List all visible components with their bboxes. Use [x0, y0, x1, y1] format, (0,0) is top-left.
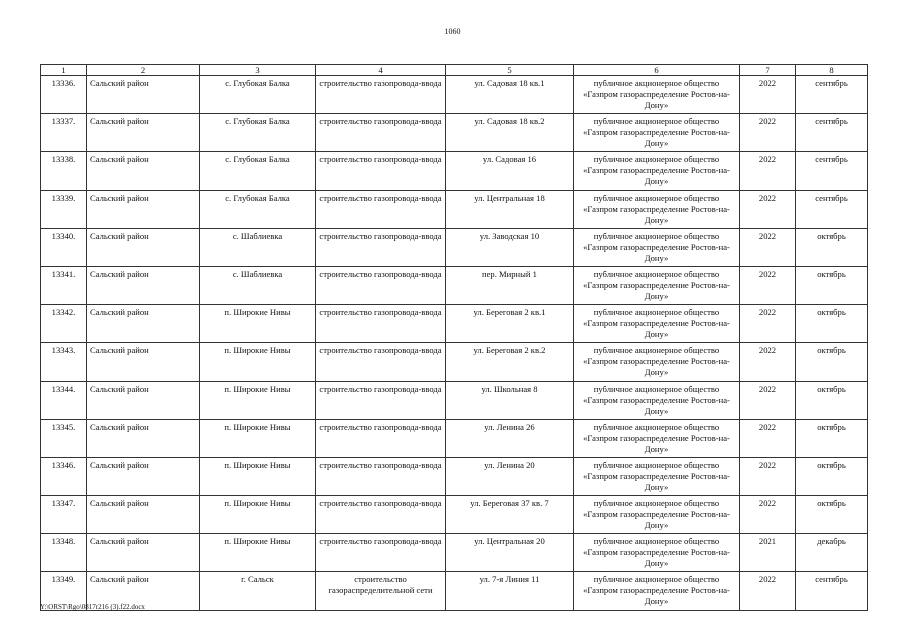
address-cell: ул. Садовая 18 кв.2 — [446, 114, 574, 152]
work-type-cell: строительство газопровода-ввода — [316, 496, 446, 534]
district-cell: Сальский район — [87, 76, 200, 114]
work-type-cell: строительство газопровода-ввода — [316, 419, 446, 457]
district-cell: Сальский район — [87, 419, 200, 457]
month-cell: сентябрь — [796, 76, 868, 114]
row-number: 13340. — [41, 228, 87, 266]
locality-cell: с. Глубокая Балка — [200, 114, 316, 152]
table-row — [41, 419, 868, 457]
address-cell: ул. Береговая 37 кв. 7 — [446, 496, 574, 534]
year-cell: 2022 — [740, 152, 796, 190]
row-number: 13349. — [41, 572, 87, 610]
district-cell: Сальский район — [87, 343, 200, 381]
column-number-1: 1 — [41, 65, 87, 76]
district-cell: Сальский район — [87, 114, 200, 152]
table-row — [41, 305, 868, 343]
work-type-cell: строительство газопровода-ввода — [316, 457, 446, 495]
year-cell: 2022 — [740, 228, 796, 266]
organization-cell: публичное акционерное общество «Газпром газораспределение Ростов-на-Дону» — [574, 266, 740, 304]
table-row — [41, 343, 868, 381]
month-cell: октябрь — [796, 496, 868, 534]
district-cell: Сальский район — [87, 496, 200, 534]
row-number: 13344. — [41, 381, 87, 419]
row-number: 13338. — [41, 152, 87, 190]
year-cell: 2022 — [740, 76, 796, 114]
column-number-7: 7 — [740, 65, 796, 76]
locality-cell: п. Широкие Нивы — [200, 534, 316, 572]
district-cell: Сальский район — [87, 266, 200, 304]
column-number-row — [41, 65, 868, 76]
address-cell: ул. 7-я Линия 11 — [446, 572, 574, 610]
row-number: 13336. — [41, 76, 87, 114]
table-body — [41, 76, 868, 611]
work-type-cell: строительство газопровода-ввода — [316, 114, 446, 152]
district-cell: Сальский район — [87, 381, 200, 419]
month-cell: октябрь — [796, 343, 868, 381]
year-cell: 2022 — [740, 419, 796, 457]
row-number: 13337. — [41, 114, 87, 152]
address-cell: ул. Береговая 2 кв.2 — [446, 343, 574, 381]
month-cell: сентябрь — [796, 572, 868, 610]
month-cell: октябрь — [796, 266, 868, 304]
column-number-3: 3 — [200, 65, 316, 76]
address-cell: ул. Центральная 20 — [446, 534, 574, 572]
locality-cell: п. Широкие Нивы — [200, 305, 316, 343]
locality-cell: с. Глубокая Балка — [200, 190, 316, 228]
year-cell: 2022 — [740, 190, 796, 228]
work-type-cell: строительство газопровода-ввода — [316, 190, 446, 228]
row-number: 13341. — [41, 266, 87, 304]
district-cell: Сальский район — [87, 534, 200, 572]
gasification-table — [40, 64, 868, 611]
locality-cell: п. Широкие Нивы — [200, 419, 316, 457]
table-row — [41, 572, 868, 610]
row-number: 13346. — [41, 457, 87, 495]
column-number-8: 8 — [796, 65, 868, 76]
district-cell: Сальский район — [87, 457, 200, 495]
address-cell: ул. Заводская 10 — [446, 228, 574, 266]
footer-file-path: Y:\ORST\Rgo\0817r216 (3).f22.docx — [40, 603, 145, 611]
address-cell: ул. Садовая 18 кв.1 — [446, 76, 574, 114]
column-number-2: 2 — [87, 65, 200, 76]
table-row — [41, 534, 868, 572]
district-cell: Сальский район — [87, 228, 200, 266]
locality-cell: п. Широкие Нивы — [200, 457, 316, 495]
year-cell: 2022 — [740, 457, 796, 495]
work-type-cell: строительство газораспределительной сети — [316, 572, 446, 610]
organization-cell: публичное акционерное общество «Газпром газораспределение Ростов-на-Дону» — [574, 343, 740, 381]
locality-cell: с. Глубокая Балка — [200, 76, 316, 114]
work-type-cell: строительство газопровода-ввода — [316, 266, 446, 304]
row-number: 13348. — [41, 534, 87, 572]
month-cell: октябрь — [796, 457, 868, 495]
column-number-5: 5 — [446, 65, 574, 76]
locality-cell: п. Широкие Нивы — [200, 343, 316, 381]
year-cell: 2021 — [740, 534, 796, 572]
table-row — [41, 190, 868, 228]
district-cell: Сальский район — [87, 305, 200, 343]
month-cell: декабрь — [796, 534, 868, 572]
address-cell: ул. Центральная 18 — [446, 190, 574, 228]
year-cell: 2022 — [740, 266, 796, 304]
month-cell: сентябрь — [796, 190, 868, 228]
table-row — [41, 381, 868, 419]
work-type-cell: строительство газопровода-ввода — [316, 76, 446, 114]
locality-cell: г. Сальск — [200, 572, 316, 610]
column-number-6: 6 — [574, 65, 740, 76]
table-row — [41, 76, 868, 114]
year-cell: 2022 — [740, 381, 796, 419]
organization-cell: публичное акционерное общество «Газпром газораспределение Ростов-на-Дону» — [574, 457, 740, 495]
month-cell: октябрь — [796, 419, 868, 457]
district-cell: Сальский район — [87, 152, 200, 190]
month-cell: сентябрь — [796, 114, 868, 152]
district-cell: Сальский район — [87, 190, 200, 228]
locality-cell: с. Шаблиевка — [200, 266, 316, 304]
organization-cell: публичное акционерное общество «Газпром газораспределение Ростов-на-Дону» — [574, 381, 740, 419]
locality-cell: с. Глубокая Балка — [200, 152, 316, 190]
work-type-cell: строительство газопровода-ввода — [316, 381, 446, 419]
month-cell: октябрь — [796, 305, 868, 343]
organization-cell: публичное акционерное общество «Газпром газораспределение Ростов-на-Дону» — [574, 419, 740, 457]
row-number: 13339. — [41, 190, 87, 228]
year-cell: 2022 — [740, 343, 796, 381]
district-cell: Сальский район — [87, 572, 200, 610]
table-row — [41, 114, 868, 152]
organization-cell: публичное акционерное общество «Газпром газораспределение Ростов-на-Дону» — [574, 190, 740, 228]
work-type-cell: строительство газопровода-ввода — [316, 228, 446, 266]
work-type-cell: строительство газопровода-ввода — [316, 305, 446, 343]
organization-cell: публичное акционерное общество «Газпром газораспределение Ростов-на-Дону» — [574, 76, 740, 114]
address-cell: ул. Береговая 2 кв.1 — [446, 305, 574, 343]
locality-cell: с. Шаблиевка — [200, 228, 316, 266]
table-row — [41, 228, 868, 266]
row-number: 13347. — [41, 496, 87, 534]
year-cell: 2022 — [740, 572, 796, 610]
month-cell: сентябрь — [796, 152, 868, 190]
organization-cell: публичное акционерное общество «Газпром газораспределение Ростов-на-Дону» — [574, 152, 740, 190]
organization-cell: публичное акционерное общество «Газпром газораспределение Ростов-на-Дону» — [574, 114, 740, 152]
year-cell: 2022 — [740, 496, 796, 534]
month-cell: октябрь — [796, 228, 868, 266]
page-number: 1060 — [444, 27, 461, 36]
table-row — [41, 266, 868, 304]
address-cell: ул. Садовая 16 — [446, 152, 574, 190]
address-cell: ул. Школьная 8 — [446, 381, 574, 419]
organization-cell: публичное акционерное общество «Газпром газораспределение Ростов-на-Дону» — [574, 228, 740, 266]
organization-cell: публичное акционерное общество «Газпром газораспределение Ростов-на-Дону» — [574, 496, 740, 534]
year-cell: 2022 — [740, 114, 796, 152]
address-cell: пер. Мирный 1 — [446, 266, 574, 304]
table-row — [41, 496, 868, 534]
organization-cell: публичное акционерное общество «Газпром газораспределение Ростов-на-Дону» — [574, 572, 740, 610]
organization-cell: публичное акционерное общество «Газпром газораспределение Ростов-на-Дону» — [574, 534, 740, 572]
locality-cell: п. Широкие Нивы — [200, 381, 316, 419]
organization-cell: публичное акционерное общество «Газпром газораспределение Ростов-на-Дону» — [574, 305, 740, 343]
table-row — [41, 152, 868, 190]
address-cell: ул. Ленина 26 — [446, 419, 574, 457]
work-type-cell: строительство газопровода-ввода — [316, 343, 446, 381]
year-cell: 2022 — [740, 305, 796, 343]
work-type-cell: строительство газопровода-ввода — [316, 152, 446, 190]
address-cell: ул. Ленина 20 — [446, 457, 574, 495]
row-number: 13342. — [41, 305, 87, 343]
row-number: 13345. — [41, 419, 87, 457]
locality-cell: п. Широкие Нивы — [200, 496, 316, 534]
column-number-4: 4 — [316, 65, 446, 76]
row-number: 13343. — [41, 343, 87, 381]
month-cell: октябрь — [796, 381, 868, 419]
table-row — [41, 457, 868, 495]
work-type-cell: строительство газопровода-ввода — [316, 534, 446, 572]
